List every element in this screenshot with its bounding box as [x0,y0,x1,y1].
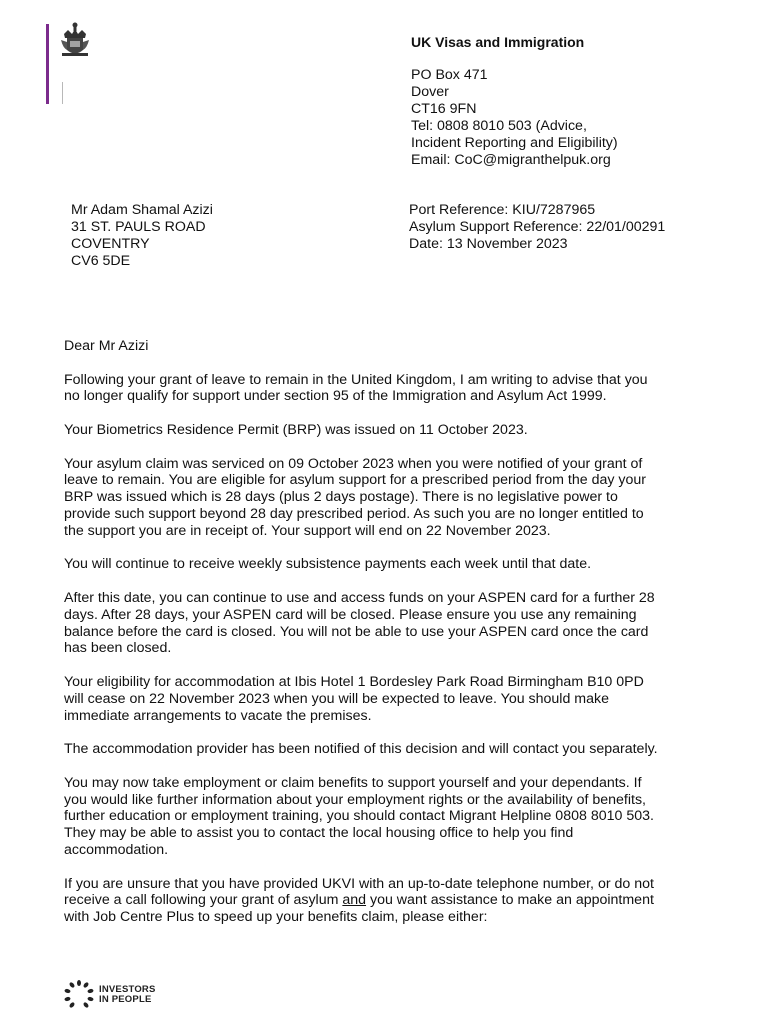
paragraph: Your Biometrics Residence Permit (BRP) was issued on 11 October 2023. [64,421,528,438]
letter-body [64,338,724,943]
royal-crest-icon [58,20,92,58]
iip-line1: INVESTORS [99,984,156,995]
port-reference: Port Reference: KIU/7287965 [409,202,596,218]
paragraph: After this date, you can continue to use and access funds on your ASPEN card for a further 28 days. After 28 days, your ASPEN card will be closed. Please ensure you use any remaining balance before the card is closed. You will not be able to use your ASPEN card once the card has been closed. [64,589,655,657]
recipient-line: COVENTRY [71,236,150,252]
laurel-wreath-icon [64,980,94,1010]
paragraph: Your eligibility for accommodation at Ibis Hotel 1 Bordesley Park Road Birmingham B10 0PD will cease on 22 November 2023 when you will be expected to leave. You should make immediate arrangements to vacate the premises. [64,673,644,724]
department-name: UK Visas and Immigration [411,34,585,50]
address-line: Incident Reporting and Eligibility) [411,135,618,151]
brand-bar [46,24,49,104]
paragraph: If you are unsure that you have provided UKVI with an up-to-date telephone number, or do not receive a call following your grant of asylum and you want assistance to make an appointment with Job Centre Plus to speed up your benefits claim, please either: [64,875,654,926]
address-line: Tel: 0808 8010 503 (Advice, [411,118,587,134]
salutation: Dear Mr Azizi [64,338,149,354]
investors-in-people-logo [64,980,156,1010]
underlined-word: and [342,892,367,909]
recipient-line: 31 ST. PAULS ROAD [71,219,206,235]
recipient-line: CV6 5DE [71,253,131,269]
address-line: Dover [411,84,449,100]
letter-date: Date: 13 November 2023 [409,236,568,252]
paragraph: You will continue to receive weekly subsistence payments each week until that date. [64,556,592,573]
paragraph: You may now take employment or claim benefits to support yourself and your dependants. If you would like further information about your employment rights or the availability of benefits, further education or employment training, you should contact Migrant Helpline 0808 8010 503. They may be able to assist you to contact the local housing office to help you find accommodation. [64,774,654,858]
reference-block [409,202,665,253]
address-line: Email: CoC@migranthelpuk.org [411,152,611,168]
paragraph: Your asylum claim was serviced on 09 October 2023 when you were notified of your grant of leave to remain. You are eligible for asylum support for a prescribed period from the day your BRP was issued which is 28 days (plus 2 days postage). There is no legislative power to provide such support beyond 28 day prescribed period. As such you are no longer entitled to the support you are in receipt of. Your support will end on 22 November 2023. [64,455,646,539]
recipient-address [71,202,213,270]
sender-address [411,67,618,169]
iip-line2: IN PEOPLE [99,994,152,1005]
paragraph: Following your grant of leave to remain in the United Kingdom, I am writing to advise that you no longer qualify for support under section 95 of the Immigration and Asylum Act 1999. [64,371,648,405]
asylum-support-reference: Asylum Support Reference: 22/01/00291 [409,219,666,235]
paragraph: The accommodation provider has been notified of this decision and will contact you separately. [64,741,658,758]
address-line: CT16 9FN [411,101,477,117]
address-line: PO Box 471 [411,67,488,83]
divider [62,82,63,104]
recipient-line: Mr Adam Shamal Azizi [71,202,213,218]
